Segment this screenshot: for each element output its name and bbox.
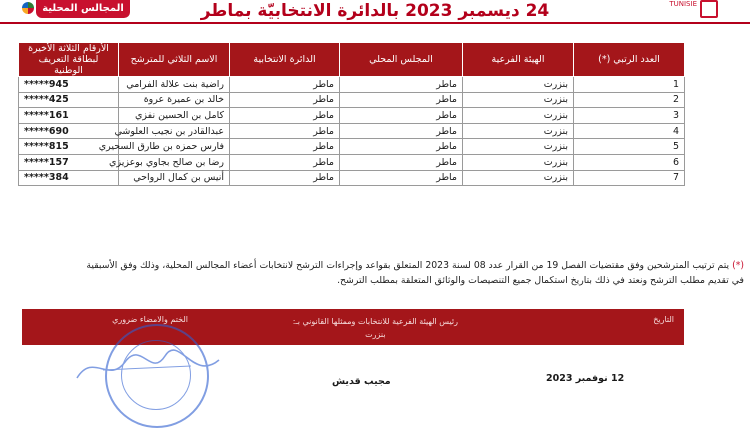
table-header-row <box>19 43 685 77</box>
cell-district: ماطر <box>230 92 340 108</box>
cell-district: ماطر <box>230 154 340 170</box>
footnote <box>18 258 744 288</box>
footnote-text-2: في تقديم مطلب الترشح ونعتد في ذلك بتاريخ استكمال جميع التنصيصات والوثائق المتعلقة بمطلب الترشح. <box>337 275 744 286</box>
cell-district: ماطر <box>230 139 340 155</box>
cell-order: 6 <box>574 154 685 170</box>
cell-candidate-name: فارس حمزه بن طارق السحيري <box>119 139 230 155</box>
cell-subcommission: بنزرت <box>463 139 574 155</box>
col-header-order: العدد الرتبي (*) <box>574 43 685 77</box>
head-block <box>293 315 458 341</box>
document-date: 12 نوفمبر 2023 <box>546 373 625 384</box>
footnote-line-1 <box>18 258 744 273</box>
signer-name: مجيب قديش <box>332 376 391 387</box>
table-row <box>19 123 685 139</box>
table-row <box>19 154 685 170</box>
cell-order: 4 <box>574 123 685 139</box>
table-row <box>19 170 685 186</box>
cell-id-digits: 384***** <box>19 170 119 186</box>
cell-subcommission: بنزرت <box>463 123 574 139</box>
col-header-candidate-name: الاسم الثلاثي للمترشح <box>119 43 230 77</box>
table-row <box>19 108 685 124</box>
footnote-text-1: يتم ترتيب المترشحين وفق مقتضيات الفصل 19 من القرار عدد 08 لسنة 2023 المتعلق بقواعد وإجراءات الترشح لانتخابات أعضاء المجالس المحلية، وذلك وفق الأسبقية <box>86 260 730 271</box>
cell-candidate-name: كامل بن الحسين نفزي <box>119 108 230 124</box>
col-header-subcommission: الهيئة الفرعية <box>463 43 574 77</box>
cell-local-council: ماطر <box>340 139 463 155</box>
cell-order: 3 <box>574 108 685 124</box>
head-place: بنزرت <box>365 330 386 339</box>
cell-district: ماطر <box>230 77 340 93</box>
cell-subcommission: بنزرت <box>463 92 574 108</box>
cell-candidate-name: راضية بنت علالة الفرامي <box>119 77 230 93</box>
cell-order: 5 <box>574 139 685 155</box>
cell-subcommission: بنزرت <box>463 108 574 124</box>
cell-district: ماطر <box>230 108 340 124</box>
page-title: 24 ديسمبر 2023 بالدائرة الانتخابيّة بماطر <box>200 1 550 21</box>
handwritten-signature <box>73 348 223 388</box>
cell-subcommission: بنزرت <box>463 77 574 93</box>
cell-local-council: ماطر <box>340 77 463 93</box>
cell-candidate-name: رضا بن صالح بجاوي بوعزيزي <box>119 154 230 170</box>
table-row <box>19 92 685 108</box>
cell-order: 7 <box>574 170 685 186</box>
cell-id-digits: 157***** <box>19 154 119 170</box>
cell-local-council: ماطر <box>340 108 463 124</box>
cell-local-council: ماطر <box>340 170 463 186</box>
date-label: التاريخ <box>653 315 674 324</box>
col-header-district: الدائرة الانتخابية <box>230 43 340 77</box>
cell-local-council: ماطر <box>340 154 463 170</box>
cell-subcommission: بنزرت <box>463 170 574 186</box>
cell-local-council: ماطر <box>340 92 463 108</box>
cell-order: 2 <box>574 92 685 108</box>
cell-id-digits: 815***** <box>19 139 119 155</box>
head-label: رئيس الهيئة الفرعية للانتخابات وممثلها القانوني بـ: <box>292 317 458 326</box>
footnote-marker: (*) <box>732 260 744 271</box>
cell-id-digits: 425***** <box>19 92 119 108</box>
header-divider <box>0 22 750 24</box>
cell-candidate-name: خالد بن عميرة عروة <box>119 92 230 108</box>
cell-subcommission: بنزرت <box>463 154 574 170</box>
table-row <box>19 139 685 155</box>
table-row <box>19 77 685 93</box>
cell-id-digits: 161***** <box>19 108 119 124</box>
cell-local-council: ماطر <box>340 123 463 139</box>
cell-district: ماطر <box>230 123 340 139</box>
col-header-local-council: المجلس المحلي <box>340 43 463 77</box>
cell-candidate-name: عبدالقادر بن نجيب العلوشي <box>119 123 230 139</box>
logo-right-text: TUNISIE <box>669 0 697 8</box>
candidates-table <box>18 42 685 186</box>
official-stamp <box>105 324 209 428</box>
stamp-label: الختم والامضاء ضروري <box>112 315 188 324</box>
cell-order: 1 <box>574 77 685 93</box>
cell-id-digits: 690***** <box>19 123 119 139</box>
cell-candidate-name: أنيس بن كمال الرواحي <box>119 170 230 186</box>
cell-district: ماطر <box>230 170 340 186</box>
cell-id-digits: 945***** <box>19 77 119 93</box>
col-header-id-digits: الأرقام الثلاثة الأخيرة لبطاقة التعريف الوطنية <box>19 43 119 77</box>
logo-left-text: المجالس المحلية <box>42 3 124 14</box>
